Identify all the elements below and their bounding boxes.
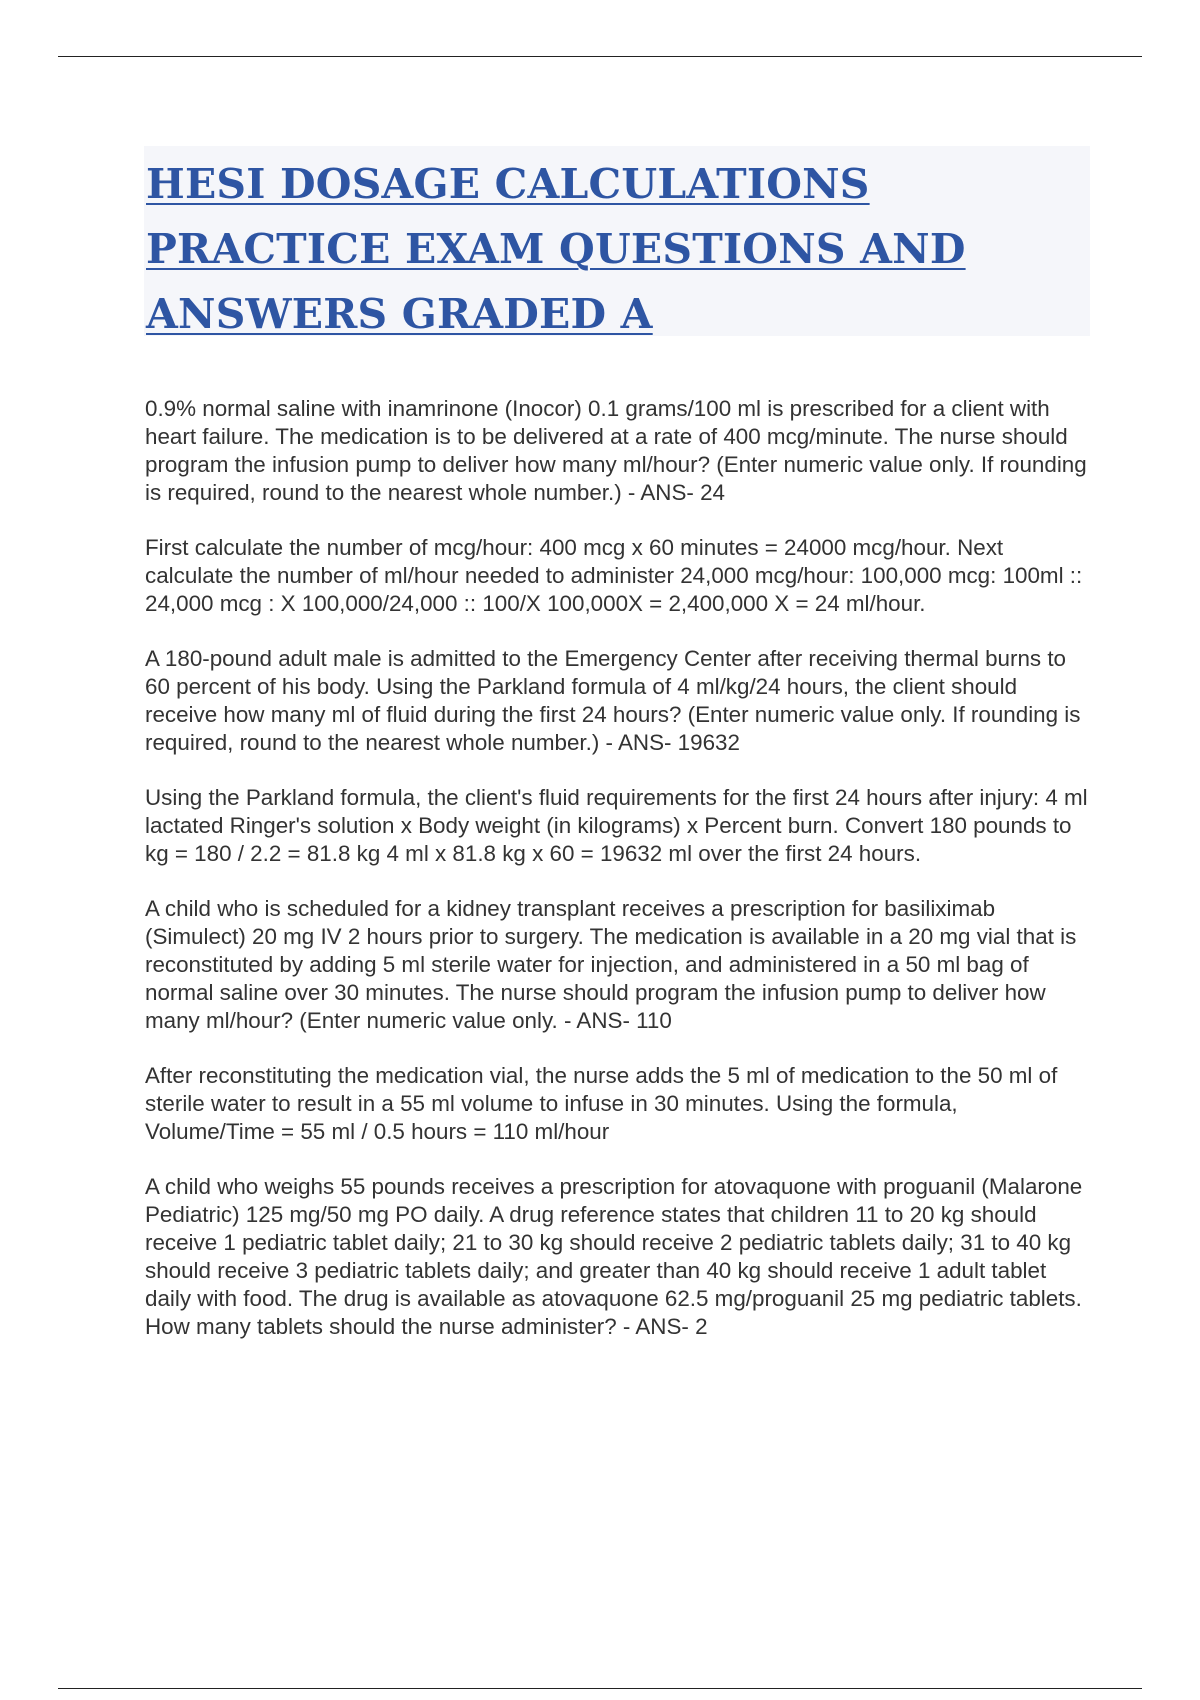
title-box: [144, 146, 1090, 336]
document-title[interactable]: HESI DOSAGE CALCULATIONS PRACTICE EXAM QUESTIONS AND ANSWERS GRADED A: [146, 160, 966, 338]
explanation-2: Using the Parkland formula, the client's fluid requirements for the first 24 hours after injury: 4 ml lactated Ringer's solution x Body weight (in kilograms) x Percent burn. Convert 180 pounds to kg = 180 / 2.2 = 81.8 kg 4 ml x 81.8 kg x 60 = 19632 ml over the first 24 hours.: [145, 785, 1088, 866]
explanation-1: First calculate the number of mcg/hour: 400 mcg x 60 minutes = 24000 mcg/hour. Next calculate the number of ml/hour needed to administer 24,000 mcg/hour: 100,000 mcg: 100ml :: 24,000 mcg : X 100,000/24,000 :: 100/X 100,000X = 2,400,000 X = 24 ml/hour.: [145, 535, 1083, 616]
document-body: [145, 395, 1090, 1368]
question-1: 0.9% normal saline with inamrinone (Inocor) 0.1 grams/100 ml is prescribed for a client with heart failure. The medication is to be delivered at a rate of 400 mcg/minute. The nurse should program the infusion pump to deliver how many ml/hour? (Enter numeric value only. If rounding is required, round to the nearest whole number.) - ANS- 24: [145, 396, 1087, 505]
question-2: A 180-pound adult male is admitted to the Emergency Center after receiving thermal burns to 60 percent of his body. Using the Parkland formula of 4 ml/kg/24 hours, the client should receive how many ml of fluid during the first 24 hours? (Enter numeric value only. If rounding is required, round to the nearest whole number.) - ANS- 19632: [145, 646, 1081, 755]
question-4: A child who weighs 55 pounds receives a prescription for atovaquone with proguanil (Malarone Pediatric) 125 mg/50 mg PO daily. A drug reference states that children 11 to 20 kg should receive 1 pediatric tablet daily; 21 to 30 kg should receive 2 pediatric tablets daily; 31 to 40 kg should receive 3 pediatric tablets daily; and greater than 40 kg should receive 1 adult tablet daily with food. The drug is available as atovaquone 62.5 mg/proguanil 25 mg pediatric tablets. How many tablets should the nurse administer? - ANS- 2: [145, 1174, 1083, 1339]
explanation-3: After reconstituting the medication vial, the nurse adds the 5 ml of medication to the 50 ml of sterile water to result in a 55 ml volume to infuse in 30 minutes. Using the formula, Volume/Time = 55 ml / 0.5 hours = 110 ml/hour: [145, 1063, 1058, 1144]
question-3: A child who is scheduled for a kidney transplant receives a prescription for basiliximab (Simulect) 20 mg IV 2 hours prior to surgery. The medication is available in a 20 mg vial that is reconstituted by adding 5 ml sterile water for injection, and administered in a 50 ml bag of normal saline over 30 minutes. The nurse should program the infusion pump to deliver how many ml/hour? (Enter numeric value only. - ANS- 110: [145, 896, 1077, 1033]
bottom-rule: [58, 1688, 1142, 1689]
top-rule: [58, 56, 1142, 57]
